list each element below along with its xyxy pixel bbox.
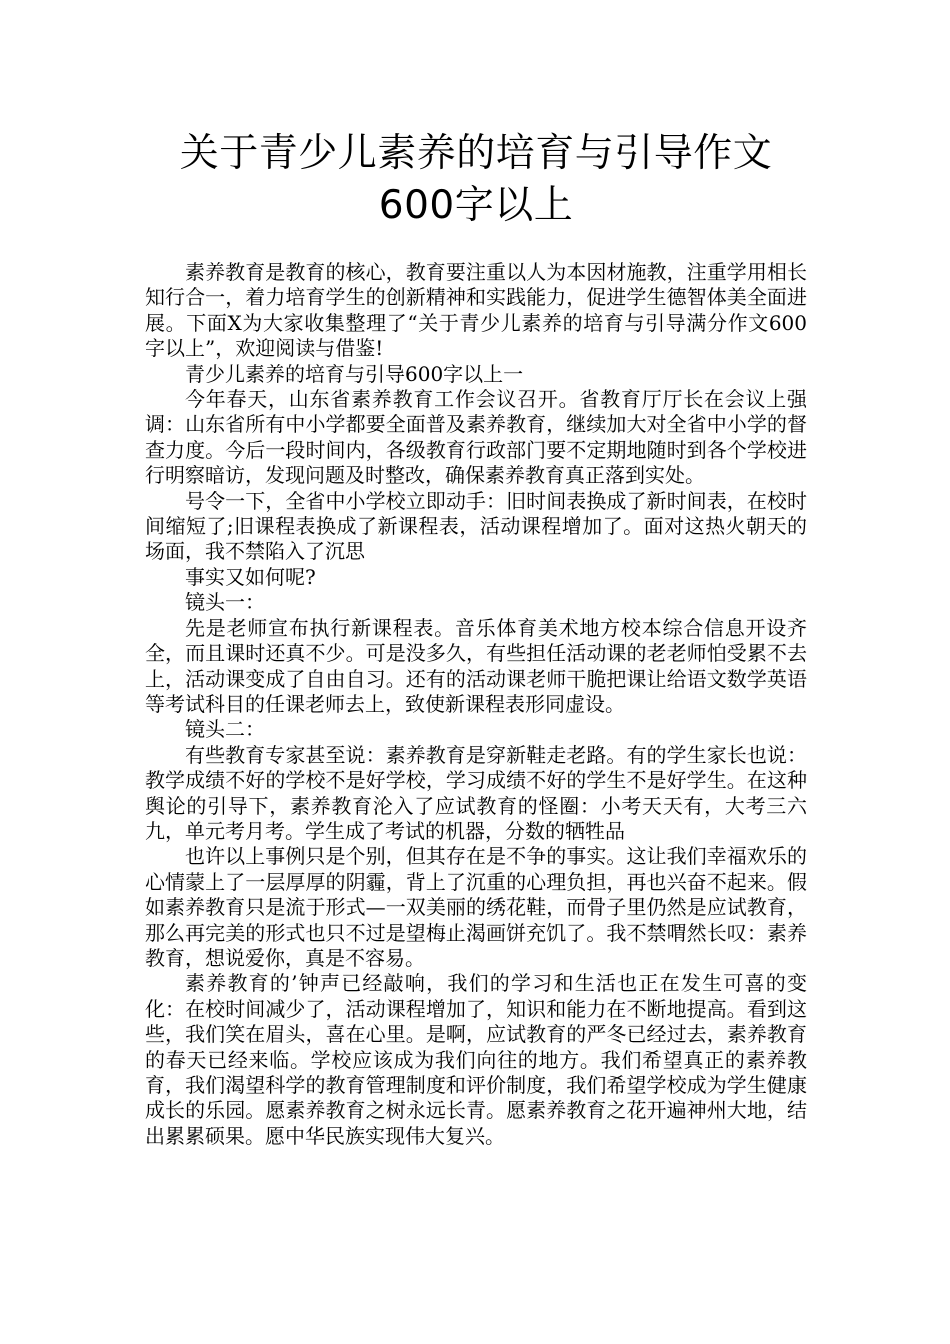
document-page	[145, 128, 807, 1149]
paragraph-scene-label: 镜头一：	[185, 590, 265, 615]
paragraph: 事实又如何呢?	[185, 564, 316, 589]
paragraph: 今年春天，山东省素养教育工作会议召开。省教育厅厅长在会议上强调：山东省所有中小学都要全面普及素养教育，继续加大对全省中小学的督查力度。今后一段时间内，各级教育行政部门要不定期地随时到各个学校进行明察暗访，发现问题及时整改，确保素养教育真正落到实处。	[145, 387, 807, 488]
document-title: 关于青少儿素养的培育与引导作文600字以上	[179, 131, 773, 228]
paragraph: 号令一下，全省中小学校立即动手：旧时间表换成了新时间表，在校时间缩短了;旧课程表换成了新课程表，活动课程增加了。面对这热火朝天的场面，我不禁陷入了沉思	[145, 488, 807, 564]
paragraph: 素养教育的’钟声已经敲响，我们的学习和生活也正在发生可喜的变化：在校时间减少了，活动课程增加了，知识和能力在不断地提高。看到这些，我们笑在眉头，喜在心里。是啊，应试教育的严冬已经过去，素养教育的春天已经来临。学校应该成为我们向往的地方。我们希望真正的素养教育，我们渴望科学的教育管理制度和评价制度，我们希望学校成为学生健康成长的乐园。愿素养教育之树永远长青。愿素养教育之花开遍神州大地，结出累累硕果。愿中华民族实现伟大复兴。	[145, 971, 807, 1148]
paragraph: 先是老师宣布执行新课程表。音乐体育美术地方校本综合信息开设齐全，而且课时还真不少。可是没多久，有些担任活动课的老老师怕受累不去上，活动课变成了自由自习。还有的活动课老师干脆把课让给语文数学英语等考试科目的任课老师去上，致使新课程表形同虚设。	[145, 615, 807, 716]
paragraph-scene-label: 镜头二：	[185, 717, 265, 742]
paragraph-intro: 素养教育是教育的核心，教育要注重以人为本因材施教，注重学用相长知行合一，着力培育学生的创新精神和实践能力，促进学生德智体美全面进展。下面X为大家收集整理了“关于青少儿素养的培育与引导满分作文600字以上”，欢迎阅读与借鉴!	[145, 260, 807, 361]
paragraph-section-heading: 青少儿素养的培育与引导600字以上一	[185, 361, 524, 386]
document-body	[145, 260, 807, 1149]
paragraph: 也许以上事例只是个别，但其存在是不争的事实。这让我们幸福欢乐的心情蒙上了一层厚厚的阴霾，背上了沉重的心理负担，再也兴奋不起来。假如素养教育只是流于形式—一双美丽的绣花鞋，而骨子里仍然是应试教育，那么再完美的形式也只不过是望梅止渴画饼充饥了。我不禁喟然长叹：素养教育，想说爱你，真是不容易。	[145, 844, 807, 970]
paragraph: 有些教育专家甚至说：素养教育是穿新鞋走老路。有的学生家长也说：教学成绩不好的学校不是好学校，学习成绩不好的学生不是好学生。在这种舆论的引导下，素养教育沦入了应试教育的怪圈：小考天天有，大考三六九，单元考月考。学生成了考试的机器，分数的牺牲品	[145, 742, 807, 843]
